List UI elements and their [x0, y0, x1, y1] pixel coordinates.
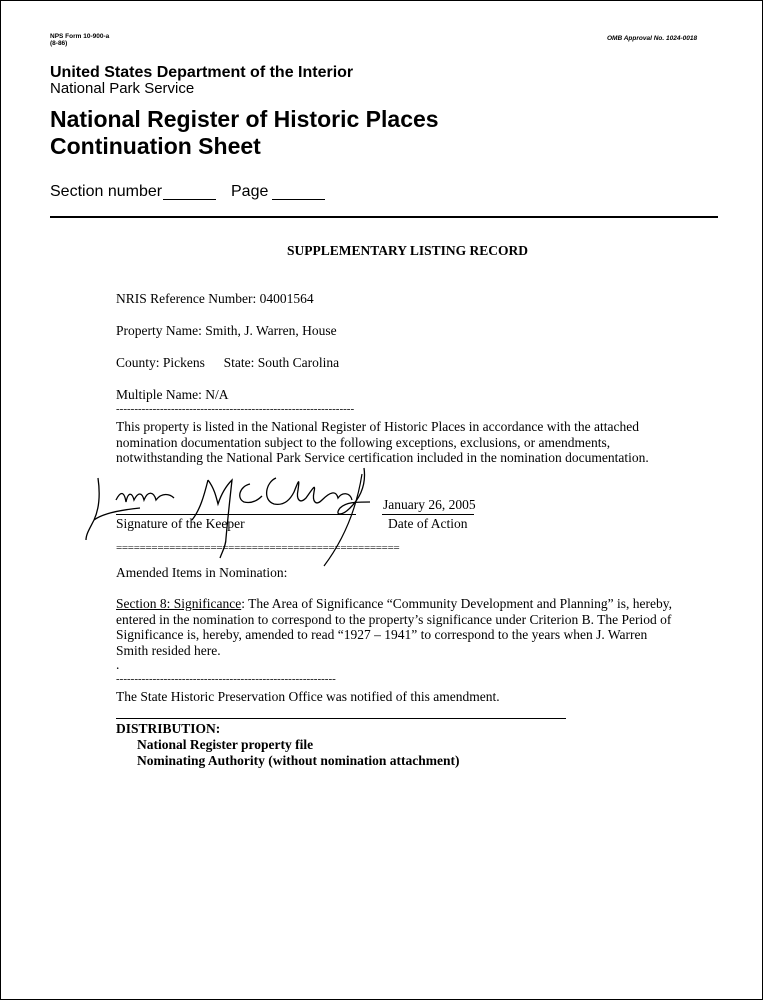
nris-value: 04001564	[259, 291, 314, 306]
page-blank	[272, 199, 325, 200]
distribution-rule	[116, 718, 566, 719]
amended-items-label: Amended Items in Nomination:	[116, 565, 288, 580]
signature-label: Signature of the Keeper	[116, 516, 245, 531]
form-date-text: (8-86)	[50, 40, 68, 47]
section-number-label: Section number	[50, 183, 163, 200]
form-number-text: NPS Form 10-900-a	[50, 33, 110, 40]
distribution-heading: DISTRIBUTION:	[116, 721, 221, 736]
shpo-notice: The State Historic Preservation Office was notified of this amendment.	[116, 689, 500, 704]
state-value: South Carolina	[257, 355, 340, 370]
property-value: Smith, J. Warren, House	[205, 323, 337, 338]
state-label: State:	[223, 355, 255, 370]
record-heading: SUPPLEMENTARY LISTING RECORD	[287, 243, 529, 258]
dash-separator-1: -----------------------------------------------------------------	[116, 403, 355, 415]
header-rule	[50, 216, 718, 218]
county-state-line	[116, 355, 339, 371]
county-value: Pickens	[162, 355, 205, 370]
date-label: Date of Action	[388, 516, 468, 531]
multiple-label: Multiple Name:	[116, 387, 202, 402]
section-number-blank	[163, 199, 216, 200]
nris-label: NRIS Reference Number:	[116, 291, 257, 306]
distribution-item: National Register property file	[137, 737, 314, 752]
stray-dot: .	[116, 657, 120, 672]
property-label: Property Name:	[116, 323, 202, 338]
section-reference: Section 8: Significance	[116, 596, 242, 611]
omb-approval: OMB Approval No. 1024-0018	[607, 35, 698, 42]
listing-statement: This property is listed in the National Register of Historic Places in accordance with the attached nomination documentation subject to the following exceptions, exclusions, or amendments, notwithstanding the National Park Service certification included in the nomination documentation.	[116, 419, 649, 466]
county-label: County:	[116, 355, 160, 370]
nris-line	[116, 291, 314, 307]
multiple-value: N/A	[205, 387, 229, 402]
page-title: National Register of Historic Places	[50, 106, 439, 132]
page-subtitle: Continuation Sheet	[50, 133, 261, 159]
page-label: Page	[231, 183, 269, 200]
date-line	[382, 514, 474, 515]
multiple-name-line	[116, 387, 228, 403]
double-separator: ================================================	[116, 542, 400, 554]
department-name: United States Department of the Interior	[50, 64, 354, 81]
property-line	[116, 323, 337, 339]
signature-line	[116, 514, 356, 515]
dash-separator-2: ------------------------------------------------------------	[116, 673, 336, 685]
form-number	[50, 33, 109, 47]
action-date: January 26, 2005	[383, 497, 476, 512]
amendment-text: : The Area of Significance “Community Development and Planning” is, hereby, entered in the nomination to correspond to the property’s significance under Criterion B. The Period of Significance is, hereby, amended to read “1927 – 1941” to correspond to the years when J. Warren Smith resided here.	[116, 596, 672, 659]
distribution-item: Nominating Authority (without nomination attachment)	[137, 753, 460, 768]
agency-name: National Park Service	[50, 80, 195, 97]
amendment-paragraph	[116, 596, 676, 659]
